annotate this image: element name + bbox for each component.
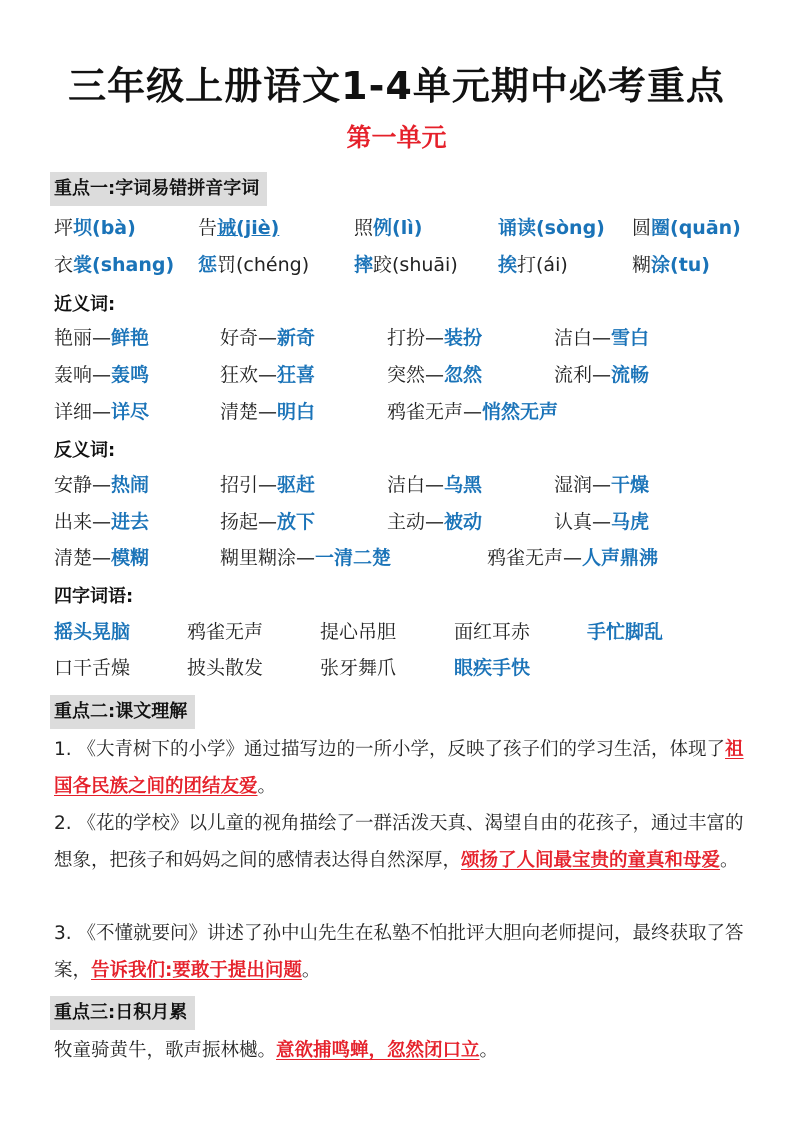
pinyin-item: 糊涂(tu) bbox=[632, 254, 710, 276]
idiom-item: 鸦雀无声 bbox=[187, 621, 264, 643]
idiom-item: 披头散发 bbox=[187, 657, 264, 679]
text-point-3: 3. 《不懂就要问》讲述了孙中山先生在私塾不怕批评大胆向老师提问，最终获取了答案，告诉我们:要敢于提出问题。 bbox=[54, 923, 744, 981]
idiom-label: 四字词语: bbox=[54, 586, 134, 607]
section-heading-1: 重点一:字词易错拼音字词 bbox=[50, 172, 267, 206]
word-pair: 狂欢—狂喜 bbox=[220, 364, 316, 386]
word-pair: 轰响—轰鸣 bbox=[54, 364, 150, 386]
word-pair: 安静—热闹 bbox=[54, 474, 150, 496]
word-pair: 鸦雀无声—悄然无声 bbox=[387, 401, 559, 423]
pinyin-item: 挨打(ái) bbox=[498, 254, 568, 276]
word-pair: 突然—忽然 bbox=[387, 364, 483, 386]
unit-title: 第一单元 bbox=[346, 123, 447, 152]
pinyin-item: 坪坝(bà) bbox=[54, 217, 136, 239]
poem-line: 牧童骑黄牛，歌声振林樾。意欲捕鸣蝉，忽然闭口立。 bbox=[54, 1040, 499, 1061]
word-pair: 流利—流畅 bbox=[554, 364, 650, 386]
word-pair: 清楚—模糊 bbox=[54, 547, 150, 569]
pinyin-item: 告诫(jiè) bbox=[198, 217, 280, 239]
antonym-label: 反义词: bbox=[54, 440, 116, 461]
pinyin-item: 惩罚(chéng) bbox=[198, 254, 310, 276]
text-point-2: 2. 《花的学校》以儿童的视角描绘了一群活泼天真、渴望自由的花孩子，通过丰富的想象，把孩子和妈妈之间的感情表达得自然深厚，颂扬了人间最宝贵的童真和母爱。 bbox=[54, 813, 744, 871]
pinyin-item: 诵读(sòng) bbox=[498, 217, 605, 239]
idiom-item: 眼疾手快 bbox=[454, 657, 531, 679]
pinyin-item: 摔跤(shuāi) bbox=[354, 254, 458, 276]
text-point-1: 1. 《大青树下的小学》通过描写边的一所小学，反映了孩子们的学习生活，体现了祖国各民族之间的团结友爱。 bbox=[54, 739, 744, 797]
idiom-item: 手忙脚乱 bbox=[587, 621, 664, 643]
idiom-item: 提心吊胆 bbox=[320, 621, 397, 643]
idiom-item: 张牙舞爪 bbox=[320, 657, 397, 679]
word-pair: 招引—驱赶 bbox=[220, 474, 316, 496]
page-title: 三年级上册语文1-4单元期中必考重点 bbox=[68, 64, 725, 108]
word-pair: 认真—马虎 bbox=[554, 511, 650, 533]
word-pair: 详细—详尽 bbox=[54, 401, 150, 423]
word-pair: 湿润—干燥 bbox=[554, 474, 650, 496]
word-pair: 出来—进去 bbox=[54, 511, 150, 533]
section-heading-2: 重点二:课文理解 bbox=[50, 695, 195, 729]
word-pair: 糊里糊涂—一清二楚 bbox=[220, 547, 392, 569]
section-heading-3: 重点三:日积月累 bbox=[50, 996, 195, 1030]
synonym-label: 近义词: bbox=[54, 294, 116, 315]
word-pair: 扬起—放下 bbox=[220, 511, 316, 533]
word-pair: 好奇—新奇 bbox=[220, 327, 316, 349]
pinyin-item: 照例(lì) bbox=[354, 217, 423, 239]
pinyin-item: 圆圈(quān) bbox=[632, 217, 741, 239]
word-pair: 打扮—装扮 bbox=[387, 327, 483, 349]
word-pair: 清楚—明白 bbox=[220, 401, 316, 423]
word-pair: 艳丽—鲜艳 bbox=[54, 327, 150, 349]
word-pair: 鸦雀无声—人声鼎沸 bbox=[487, 547, 659, 569]
idiom-item: 口干舌燥 bbox=[54, 657, 131, 679]
word-pair: 洁白—乌黑 bbox=[387, 474, 483, 496]
word-pair: 洁白—雪白 bbox=[554, 327, 650, 349]
pinyin-item: 衣裳(shang) bbox=[54, 254, 175, 276]
idiom-item: 摇头晃脑 bbox=[54, 621, 131, 643]
word-pair: 主动—被动 bbox=[387, 511, 483, 533]
idiom-item: 面红耳赤 bbox=[454, 621, 531, 643]
